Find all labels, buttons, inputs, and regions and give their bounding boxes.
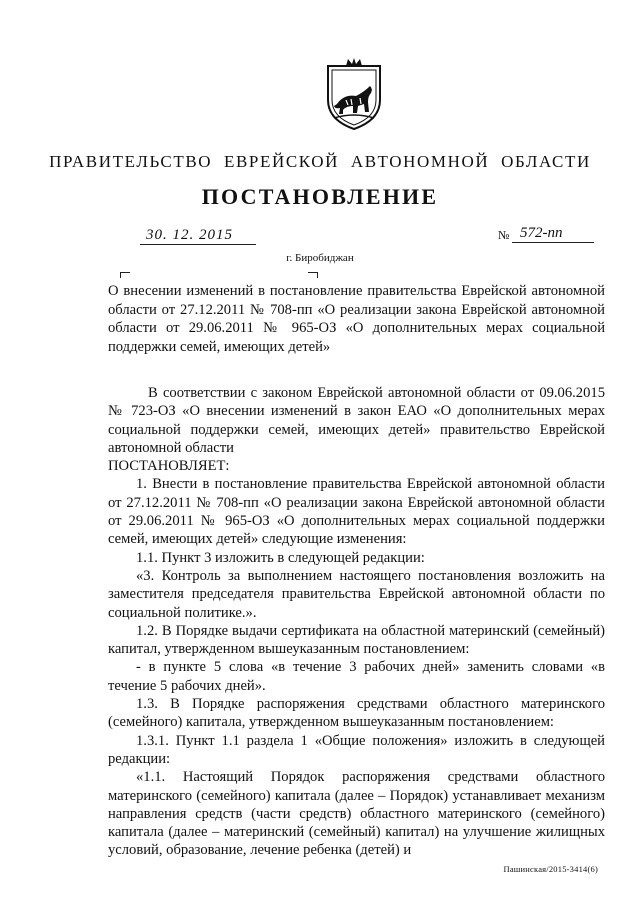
corner-mark-right: [308, 272, 318, 278]
document-date: 30. 12. 2015: [140, 226, 256, 245]
document-type: ПОСТАНОВЛЕНИЕ: [201, 184, 439, 209]
clause-1-1-text: «3. Контроль за выполнением настоящего постановления возложить на заместителя председателя правительства Еврейской автономной области по социальной политике.».: [108, 567, 605, 621]
clause-1-3-1-text: «1.1. Настоящий Порядок распоряжения средствами областного материнского (семейного) капитала (далее – Порядок) устанавливает механизм направления средств (части средств) областного материнского (семейного) капитала (далее – материнский (семейный) капитал) на улучшение жилищных условий, образование, лечение ребенка (детей) и: [108, 769, 605, 859]
resolves-heading: ПОСТАНОВЛЯЕТ:: [108, 458, 230, 475]
clause-1-1: 1.1. Пункт 3 изложить в следующей редакции:: [136, 549, 425, 566]
document-subject: О внесении изменений в постановление правительства Еврейской автономной области от 27.12.2011 № 708-пп «О реализации закона Еврейской автономной области от 29.06.2011 № 965-ОЗ «О дополнительных мерах социальной поддержки семей, имеющих детей»: [108, 283, 605, 355]
number-label: №: [498, 228, 510, 242]
clause-1-2: 1.2. В Порядке выдачи сертификата на областной материнский (семейный) капитал, утвержденном вышеуказанным постановлением:: [108, 622, 605, 658]
coat-of-arms-emblem: [324, 56, 384, 132]
government-title: ПРАВИТЕЛЬСТВО ЕВРЕЙСКОЙ АВТОНОМНОЙ ОБЛАСТИ: [49, 152, 591, 171]
clause-1: 1. Внести в постановление правительства Еврейской автономной области от 27.12.2011 № 708-пп «О реализации закона Еврейской автономной области от 29.06.2011 № 965-ОЗ «О дополнительных мерах социальной поддержки семей, имеющих детей» следующие изменения:: [108, 476, 605, 548]
preamble: В соответствии с законом Еврейской автономной области от 09.06.2015 № 723-ОЗ «О внесении изменений в закон ЕАО «О дополнительных мерах социальной поддержки семей, имеющих детей» правительство Еврейской автономной области: [108, 385, 605, 456]
footer-code: Пашинская/2015-3414(6): [503, 864, 598, 874]
clause-1-3: 1.3. В Порядке распоряжения средствами областного материнского (семейного) капитала, утвержденном вышеуказанным постановлением:: [108, 696, 605, 731]
document-body: [108, 384, 605, 860]
document-number: 572-пп: [512, 224, 594, 243]
corner-mark-left: [120, 272, 130, 278]
clause-1-2-text: - в пункте 5 слова «в течение 3 рабочих дней» заменить словами «в течение 5 рабочих дней».: [108, 659, 605, 694]
city: г. Биробиджан: [286, 252, 354, 264]
clause-1-3-1: 1.3.1. Пункт 1.1 раздела 1 «Общие положения» изложить в следующей редакции:: [108, 732, 605, 767]
